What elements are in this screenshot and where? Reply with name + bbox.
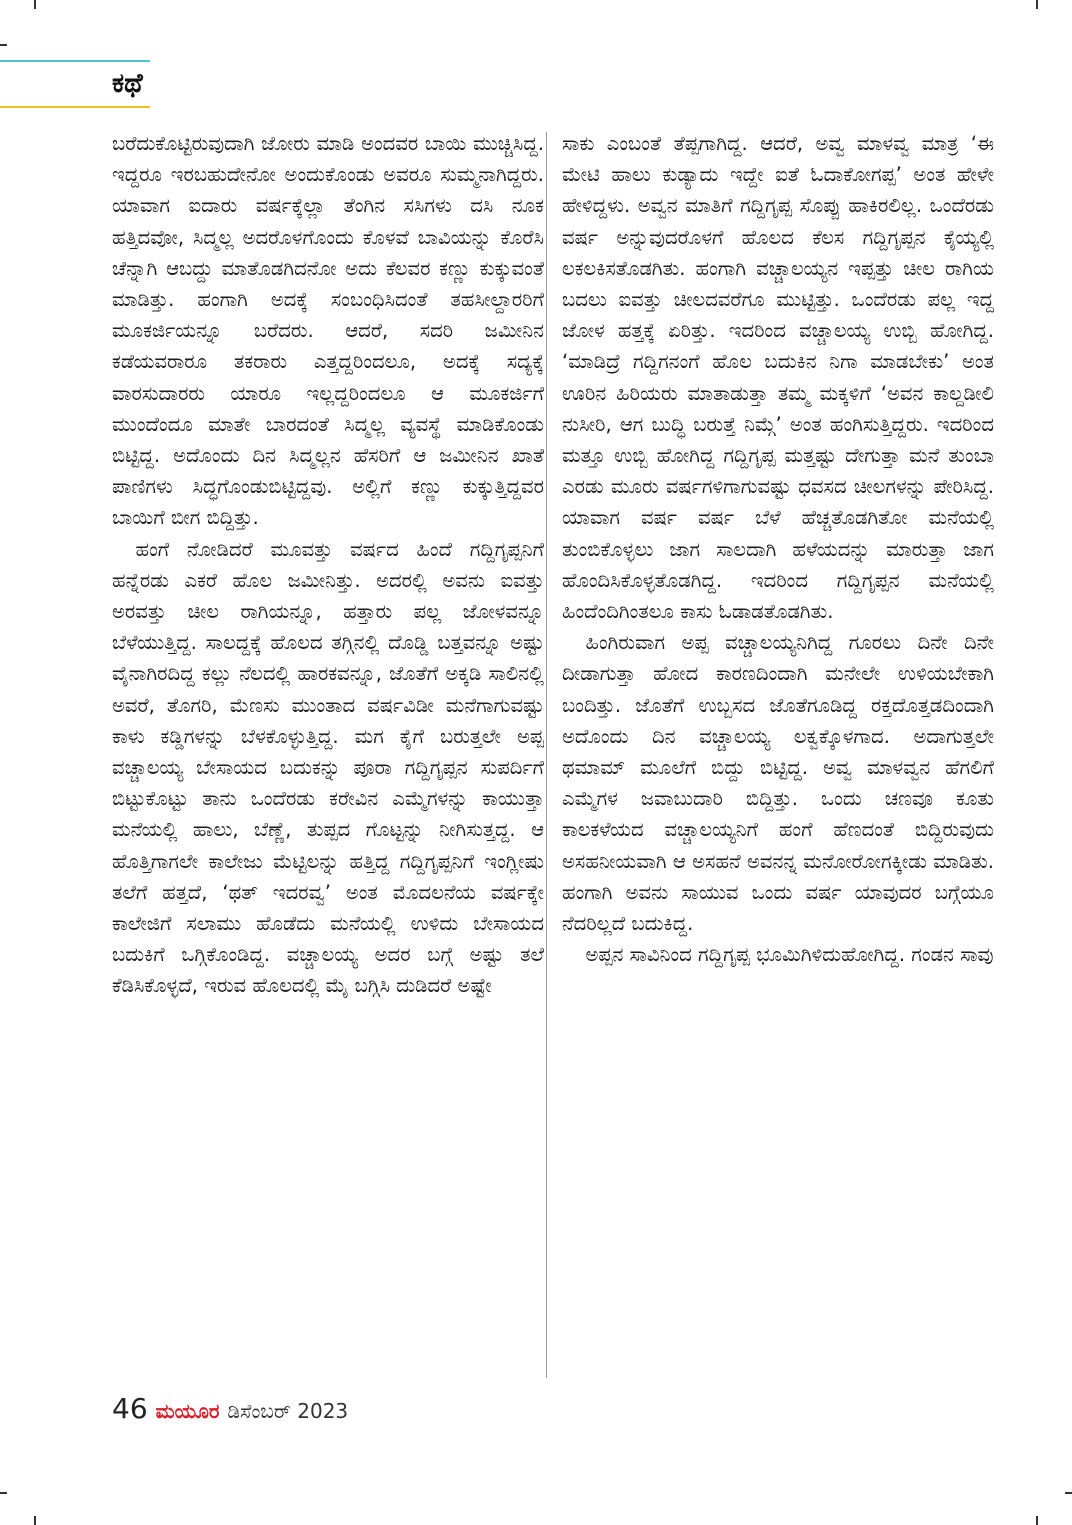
section-title: ಕಥೆ <box>112 68 143 99</box>
paragraph: ಹಿಂಗಿರುವಾಗ ಅಪ್ಪ ವಚ್ಚಾಲಯ್ಯನಿಗಿದ್ದ ಗೂರಲು ದಿನೇ ದಿನೇ ದೀಡಾಗುತ್ತಾ ಹೋದ ಕಾರಣದಿಂದಾಗಿ ಮನೇಲೇ ಉಳಿಯಬೇಕಾಗಿ ಬಂದಿತ್ತು. ಜೊತೆಗೆ ಉಬ್ಬಸದ ಜೊತೆಗೂಡಿದ್ದ ರಕ್ತದೊತ್ತಡದಿಂದಾಗಿ ಅದೊಂದು ದಿನ ವಚ್ಚಾಲಯ್ಯ ಲಕ್ವಕ್ಕೊಳಗಾದ. ಅದಾಗುತ್ತಲೇ ಥಮಾಮ್ ಮೂಲೆಗೆ ಬಿದ್ದು ಬಿಟ್ಟಿದ್ದ. ಅವ್ವ ಮಾಳವ್ವನ ಹೆಗಲಿಗೆ ಎಮ್ಮೆಗಳ ಜವಾಬುದಾರಿ ಬಿದ್ದಿತ್ತು. ಒಂದು ಚಣವೂ ಕೂತು ಕಾಲಕಳೆಯದ ವಚ್ಚಾಲಯ್ಯನಿಗೆ ಹಂಗೆ ಹೆಣದಂತೆ ಬಿದ್ದಿರುವುದು ಅಸಹನೀಯವಾಗಿ ಆ ಅಸಹನೆ ಅವನನ್ನ ಮನೋರೋಗಕ್ಕೀಡು ಮಾಡಿತು. ಹಂಗಾಗಿ ಅವನು ಸಾಯುವ ಒಂದು ವರ್ಷ ಯಾವುದರ ಬಗ್ಗೆಯೂ ನೆದರಿಲ್ಲದೆ ಬದುಕಿದ್ದ. <box>562 631 994 936</box>
section-rule-top <box>0 60 150 62</box>
section-rule-bottom <box>0 106 150 108</box>
paragraph: ಅಪ್ಪನ ಸಾವಿನಿಂದ ಗದ್ದಿಗೃಪ್ಪ ಭೂಮಿಗಿಳಿದುಹೋಗಿದ್ದ. ಗಂಡನ ಸಾವು <box>585 943 994 967</box>
page-footer <box>112 1392 348 1426</box>
page-number: 46 <box>112 1392 148 1425</box>
crop-mark-right-lower <box>1065 1492 1072 1494</box>
crop-mark-top-right <box>1036 0 1038 9</box>
article-column-left <box>112 128 544 1384</box>
magazine-logo: ಮಯೂರ <box>155 1399 220 1423</box>
paragraph: ಹಂಗೆ ನೋಡಿದರೆ ಮೂವತ್ತು ವರ್ಷದ ಹಿಂದೆ ಗದ್ದಿಗೃಪ್ಪನಿಗೆ ಹನ್ನೆರಡು ಎಕರೆ ಹೊಲ ಜಮೀನಿತ್ತು. ಅದರಲ್ಲಿ ಅವನು ಐವತ್ತು ಅರವತ್ತು ಚೀಲ ರಾಗಿಯನ್ನೂ, ಹತ್ತಾರು ಪಲ್ಲ ಜೋಳವನ್ನೂ ಬೆಳೆಯುತ್ತಿದ್ದ. ಸಾಲದ್ದಕ್ಕೆ ಹೊಲದ ತಗ್ಗಿನಲ್ಲಿ ದೊಡ್ಡಿ ಬತ್ತವನ್ನೂ ಅಷ್ಟು ವೈನಾಗಿರದಿದ್ದ ಕಲ್ಲು ನೆಲದಲ್ಲಿ ಹಾರಕವನ್ನೂ, ಜೊತೆಗೆ ಅಕ್ಕಡಿ ಸಾಲಿನಲ್ಲಿ ಅವರೆ, ತೊಗರಿ, ಮೆಣಸು ಮುಂತಾದ ವರ್ಷವಿಡೀ ಮನೆಗಾಗುವಷ್ಟು ಕಾಳು ಕಡ್ಡಿಗಳನ್ನು ಬೆಳಕೊಳ್ಳುತ್ತಿದ್ದ. ಮಗ ಕೈಗೆ ಬರುತ್ತಲೇ ಅಪ್ಪ ವಚ್ಚಾಲಯ್ಯ ಬೇಸಾಯದ ಬದುಕನ್ನು ಪೂರಾ ಗದ್ದಿಗೃಪ್ಪನ ಸುಪರ್ದಿಗೆ ಬಿಟ್ಟುಕೊಟ್ಟು ತಾನು ಒಂದೆರಡು ಕರೇವಿನ ಎಮ್ಮೆಗಳನ್ನು ಕಾಯುತ್ತಾ ಮನೆಯಲ್ಲಿ ಹಾಲು, ಬೆಣ್ಣೆ, ತುಪ್ಪದ ಗೊಟ್ಟನ್ನು ನೀಗಿಸುತ್ತದ್ದ. ಆ ಹೊತ್ತಿಗಾಗಲೇ ಕಾಲೇಜು ಮೆಟ್ಟಿಲನ್ನು ಹತ್ತಿದ್ದ ಗದ್ದಿಗೃಪ್ಪನಿಗೆ ಇಂಗ್ಲೀಷು ತಲೆಗೆ ಹತ್ತದೆ, ‘ಥತ್ ಇದರವ್ವ’ ಅಂತ ಮೊದಲನೆಯ ವರ್ಷಕ್ಕೇ ಕಾಲೇಜಿಗೆ ಸಲಾಮು ಹೊಡೆದು ಮನೆಯಲ್ಲಿ ಉಳಿದು ಬೇಸಾಯದ ಬದುಕಿಗೆ ಒಗ್ಗಿಕೊಂಡಿದ್ದ. ವಚ್ಚಾಲಯ್ಯ ಅದರ ಬಗ್ಗೆ ಅಷ್ಟು ತಲೆ ಕೆಡಿಸಿಕೊಳ್ಳದೆ, ಇರುವ ಹೊಲದಲ್ಲಿ ಮೈ ಬಗ್ಗಿಸಿ ದುಡಿದರೆ ಅಷ್ಟೇ <box>112 537 544 998</box>
column-divider <box>546 132 547 1378</box>
issue-date: ಡಿಸೆಂಬರ್ 2023 <box>227 1399 349 1423</box>
paragraph: ಬರೆದುಕೊಟ್ಟಿರುವುದಾಗಿ ಜೋರು ಮಾಡಿ ಅಂದವರ ಬಾಯಿ ಮುಚ್ಚಿಸಿದ್ದ. ಇದ್ದರೂ ಇರಬಹುದೇನೋ ಅಂದುಕೊಂಡು ಅವರೂ ಸುಮ್ಮನಾಗಿದ್ದರು. ಯಾವಾಗ ಐದಾರು ವರ್ಷಕ್ಕೆಲ್ಲಾ ತೆಂಗಿನ ಸಸಿಗಳು ದಸಿ ನೂಕ ಹತ್ತಿದವೋ, ಸಿದ್ಮಲ್ಲ ಅದರೊಳಗೊಂದು ಕೊಳವೆ ಬಾವಿಯನ್ನು ಕೊರೆಸಿ ಚೆನ್ನಾಗಿ ಆಬದ್ದು ಮಾತೊಡಗಿದನೋ ಅದು ಕೆಲವರ ಕಣ್ಣು ಕುಕ್ಕುವಂತೆ ಮಾಡಿತ್ತು. ಹಂಗಾಗಿ ಅದಕ್ಕೆ ಸಂಬಂಧಿಸಿದಂತೆ ತಹಸೀಲ್ದಾರರಿಗೆ ಮೂಕರ್ಜಿಯನ್ನೂ ಬರೆದರು. ಆದರೆ, ಸದರಿ ಜಮೀನಿನ ಕಡೆಯವರಾರೂ ತಕರಾರು ಎತ್ತದ್ದರಿಂದಲೂ, ಅದಕ್ಕೆ ಸದ್ಯಕ್ಕೆ ವಾರಸುದಾರರು ಯಾರೂ ಇಲ್ಲದ್ದರಿಂದಲೂ ಆ ಮೂಕರ್ಜಿಗೆ ಮುಂದೆಂದೂ ಮಾತೇ ಬಾರದಂತೆ ಸಿದ್ಮಲ್ಲ ವ್ಯವಸ್ಥೆ ಮಾಡಿಕೊಂಡು ಬಿಟ್ಟಿದ್ದ. ಅದೊಂದು ದಿನ ಸಿದ್ಮಲ್ಲನ ಹೆಸರಿಗೆ ಆ ಜಮೀನಿನ ಖಾತೆ ಪಾಣಿಗಳು ಸಿದ್ಧಗೊಂಡುಬಿಟ್ಟಿದ್ದವು. ಅಲ್ಲಿಗೆ ಕಣ್ಣು ಕುಕ್ಕುತ್ತಿದ್ದವರ ಬಾಯಿಗೆ ಬೀಗ ಬಿದ್ದಿತ್ತು. <box>112 132 544 530</box>
crop-mark-left-lower <box>0 1492 7 1494</box>
crop-mark-top-left <box>34 0 36 9</box>
article-column-right <box>562 128 994 1384</box>
crop-mark-bottom-left <box>34 1516 36 1525</box>
paragraph: ಸಾಕು ಎಂಬಂತೆ ತೆಪ್ಪಗಾಗಿದ್ದ. ಆದರೆ, ಅವ್ವ ಮಾಳವ್ವ ಮಾತ್ರ ‘ಈ ಮೇಟಿ ಹಾಲು ಕುಡ್ಯಾದು ಇದ್ದೇ ಐತೆ ಓದಾಕೋಗಪ್ಪ’ ಅಂತ ಹೇಳೇ ಹೇಳಿದ್ದಳು. ಅವ್ವನ ಮಾತಿಗೆ ಗದ್ದಿಗೃಪ್ಪ ಸೊಪ್ಪು ಹಾಕಿರಲಿಲ್ಲ. ಒಂದೆರಡು ವರ್ಷ ಅನ್ನುವುದರೊಳಗೆ ಹೊಲದ ಕೆಲಸ ಗದ್ದಿಗೃಪ್ಪನ ಕೈಯ್ಯಲ್ಲಿ ಲಕಲಕಿಸತೊಡಗಿತು. ಹಂಗಾಗಿ ವಚ್ಚಾಲಯ್ಯನ ಇಪ್ಪತ್ತು ಚೀಲ ರಾಗಿಯ ಬದಲು ಐವತ್ತು ಚೀಲದವರೆಗೂ ಮುಟ್ಟಿತ್ತು. ಒಂದೆರಡು ಪಲ್ಲ ಇದ್ದ ಜೋಳ ಹತ್ತಕ್ಕೆ ಏರಿತ್ತು. ಇದರಿಂದ ವಚ್ಚಾಲಯ್ಯ ಉಬ್ಬಿ ಹೋಗಿದ್ದ. ‘ಮಾಡಿದ್ರೆ ಗದ್ದಿಗನಂಗೆ ಹೊಲ ಬದುಕಿನ ನಿಗಾ ಮಾಡಬೇಕು’ ಅಂತ ಊರಿನ ಹಿರಿಯರು ಮಾತಾಡುತ್ತಾ ತಮ್ಮ ಮಕ್ಕಳಿಗೆ ‘ಅವನ ಕಾಲ್ದಡೀಲಿ ನುಸೀರಿ, ಆಗ ಬುದ್ಧಿ ಬರುತ್ತೆ ನಿಮ್ಗೆ’ ಅಂತ ಹಂಗಿಸುತ್ತಿದ್ದರು. ಇದರಿಂದ ಮತ್ತೂ ಉಬ್ಬಿ ಹೋಗಿದ್ದ ಗದ್ದಿಗೃಪ್ಪ ಮತ್ತಷ್ಟು ದೇಗುತ್ತಾ ಮನೆ ತುಂಬಾ ಎರಡು ಮೂರು ವರ್ಷಗಳಿಗಾಗುವಷ್ಟು ಧವಸದ ಚೀಲಗಳನ್ನು ಪೇರಿಸಿದ್ದ. ಯಾವಾಗ ವರ್ಷ ವರ್ಷ ಬೆಳೆ ಹೆಚ್ಚತೊಡಗಿತೋ ಮನೆಯಲ್ಲಿ ತುಂಬಿಕೊಳ್ಳಲು ಜಾಗ ಸಾಲದಾಗಿ ಹಳೆಯದನ್ನು ಮಾರುತ್ತಾ ಜಾಗ ಹೊಂದಿಸಿಕೊಳ್ಳತೊಡಗಿದ್ದ. ಇದರಿಂದ ಗದ್ದಿಗೃಪ್ಪನ ಮನೆಯಲ್ಲಿ ಹಿಂದೆಂದಿಗಿಂತಲೂ ಕಾಸು ಓಡಾಡತೊಡಗಿತು. <box>562 132 994 624</box>
crop-mark-bottom-right <box>1036 1516 1038 1525</box>
crop-mark-left-upper <box>0 44 7 46</box>
